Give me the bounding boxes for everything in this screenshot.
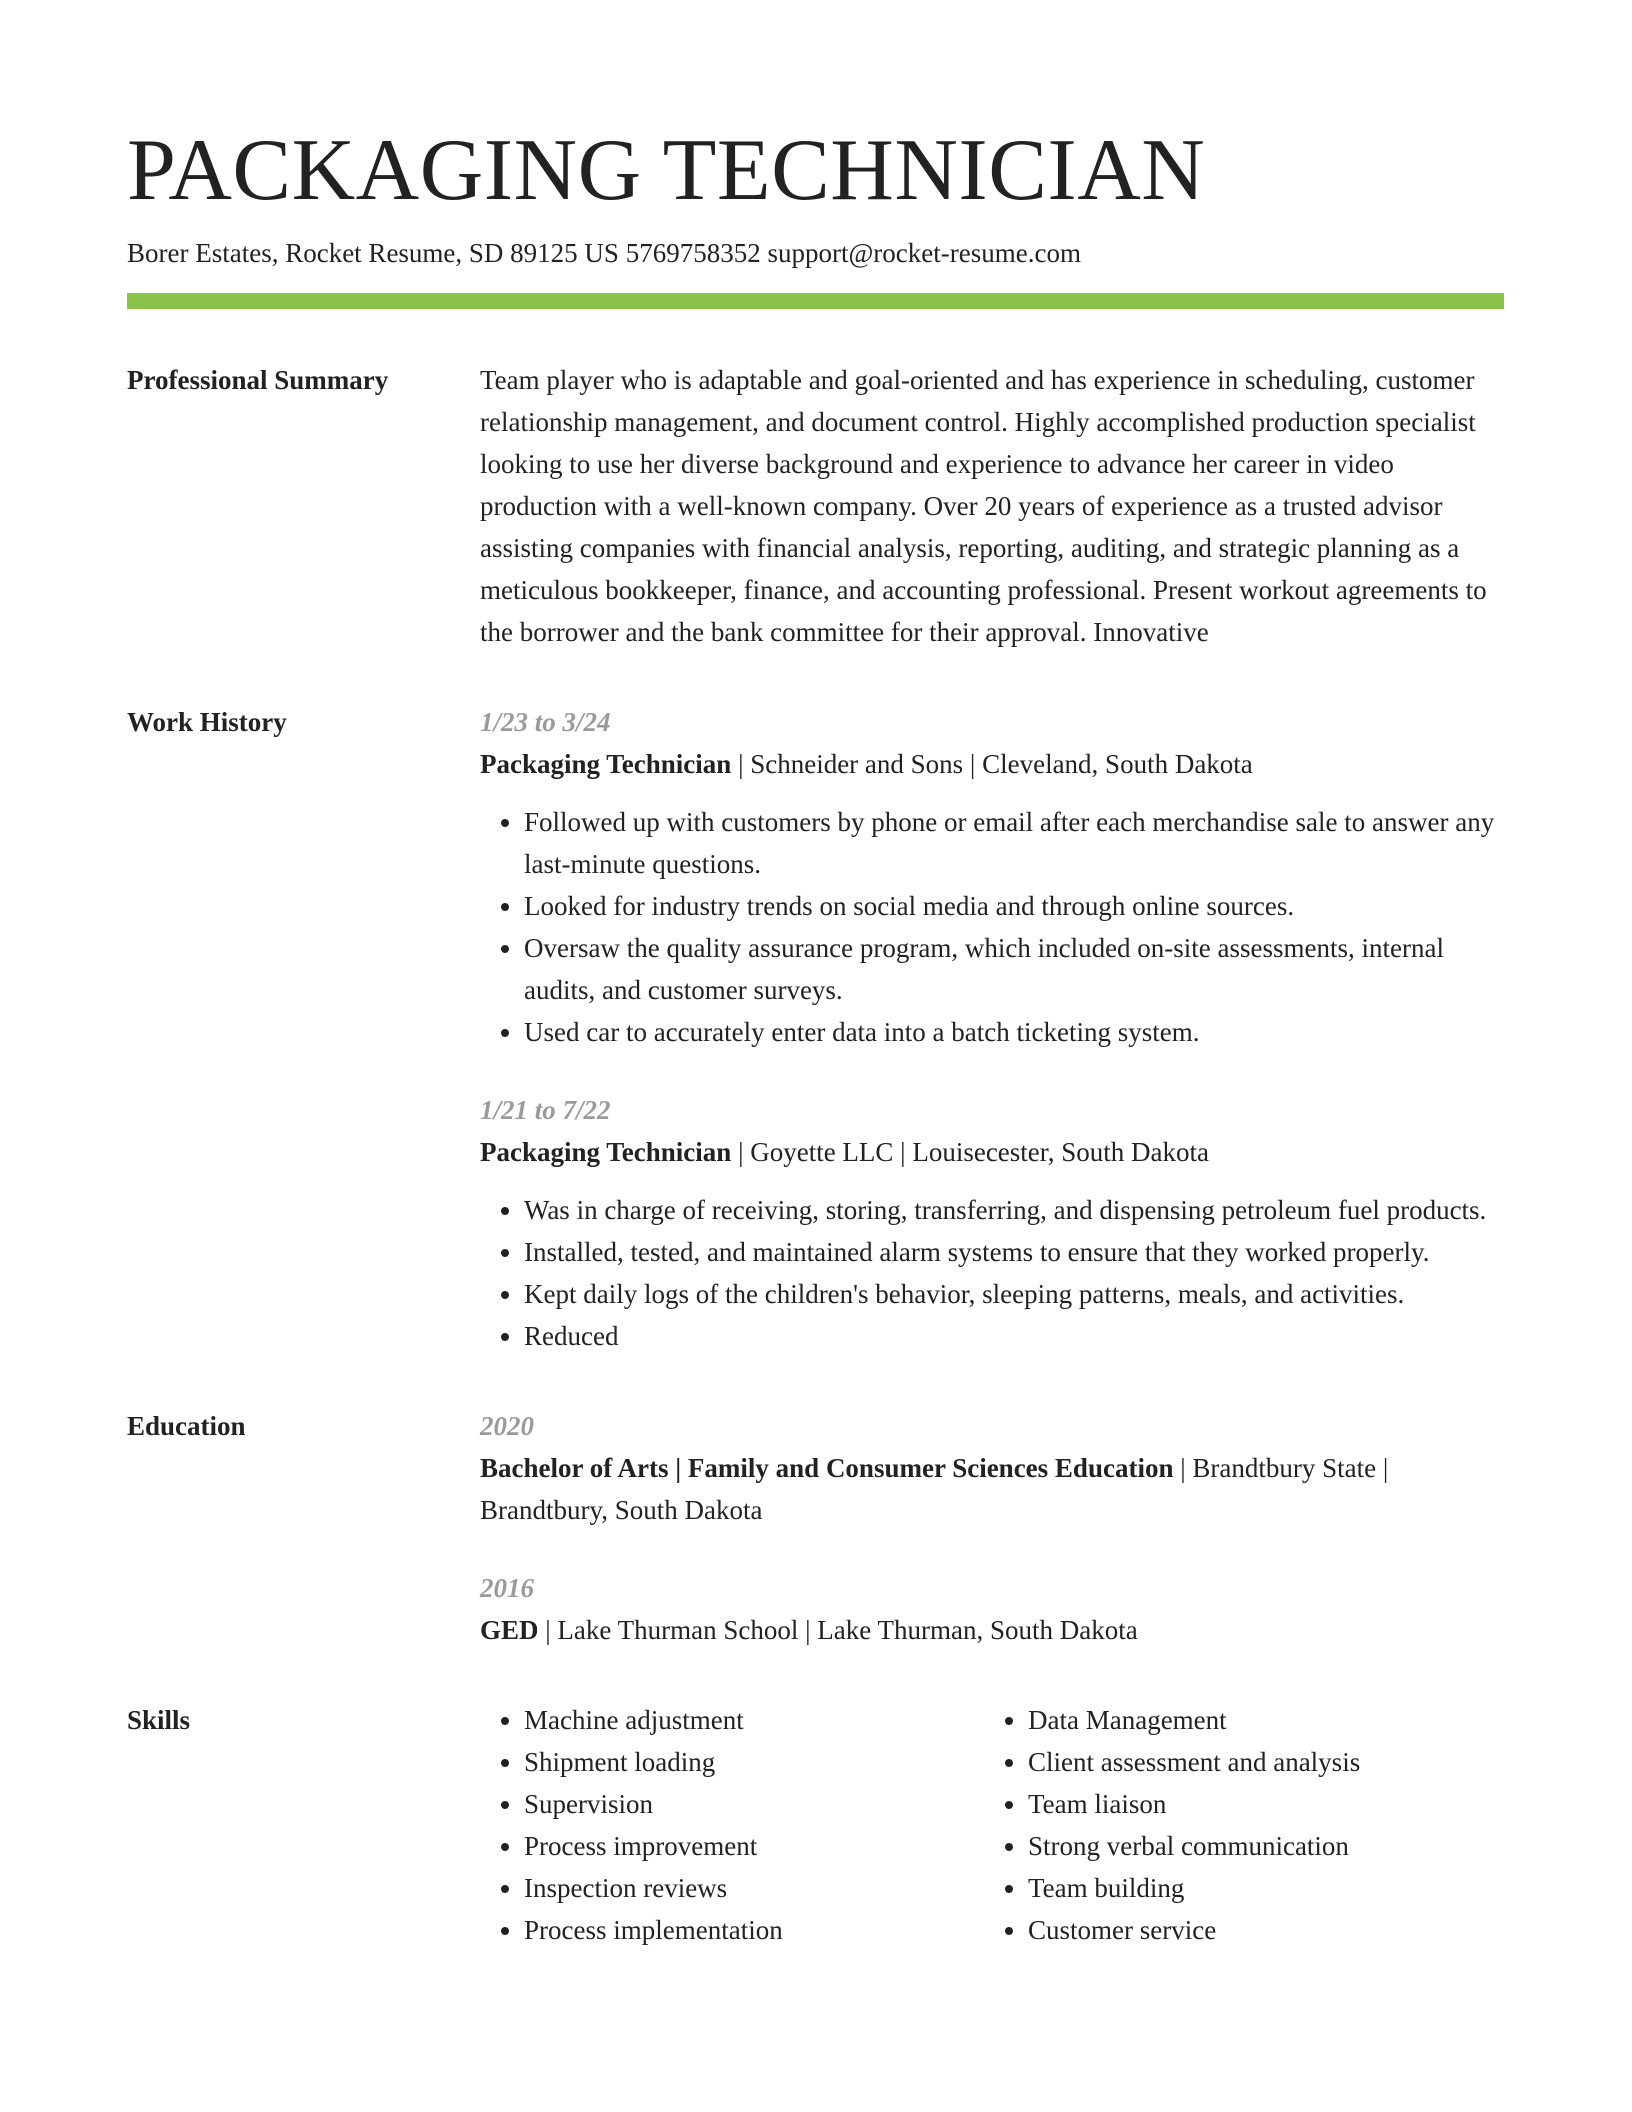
job-bullet: • Reduced: [524, 1315, 1504, 1357]
education-details: | Brandtbury State | Brandtbury, South Dakota: [480, 1453, 1389, 1525]
summary-body: [480, 359, 1504, 653]
education-entry: [480, 1405, 1504, 1531]
skill-item: • Team liaison: [1028, 1783, 1488, 1825]
job-bullet: • Looked for industry trends on social media and through online sources.: [524, 885, 1504, 927]
job-bullets: [480, 1189, 1504, 1357]
job-entry: [480, 1089, 1504, 1357]
skill-item: • Data Management: [1028, 1699, 1488, 1741]
job-title: Packaging Technician: [480, 749, 732, 779]
job-details: | Schneider and Sons | Cleveland, South Dakota: [731, 749, 1253, 779]
skill-item: • Supervision: [524, 1783, 984, 1825]
summary-section: [127, 359, 1504, 653]
job-bullet: • Used car to accurately enter data into a batch ticketing system.: [524, 1011, 1504, 1053]
job-bullets: [480, 801, 1504, 1053]
education-details: | Lake Thurman School | Lake Thurman, South Dakota: [538, 1615, 1138, 1645]
section-label-summary: Professional Summary: [127, 365, 389, 395]
skill-item: • Customer service: [1028, 1909, 1488, 1951]
skill-item: • Machine adjustment: [524, 1699, 984, 1741]
resume-name: PACKAGING TECHNICIAN: [127, 122, 1206, 219]
skills-list-right: [984, 1699, 1488, 1951]
job-role-line: [480, 1131, 1504, 1173]
section-label-skills: Skills: [127, 1705, 191, 1735]
skills-body: [480, 1699, 1504, 1951]
job-bullet: • Installed, tested, and maintained alarm systems to ensure that they worked properly.: [524, 1231, 1504, 1273]
contact-info: Borer Estates, Rocket Resume, SD 89125 US 5769758352 support@rocket-resume.com: [127, 238, 1081, 268]
skill-item: • Process implementation: [524, 1909, 984, 1951]
skill-item: • Process improvement: [524, 1825, 984, 1867]
education-line: [480, 1609, 1504, 1651]
section-label-education: Education: [127, 1411, 246, 1441]
section-label-work: Work History: [127, 707, 287, 737]
job-date: 1/21 to 7/22: [480, 1095, 611, 1125]
job-date: 1/23 to 3/24: [480, 707, 611, 737]
job-bullet: • Followed up with customers by phone or email after each merchandise sale to answer any last-minute questions.: [524, 801, 1504, 885]
education-entry: [480, 1567, 1504, 1651]
education-line: [480, 1447, 1504, 1531]
skill-item: • Inspection reviews: [524, 1867, 984, 1909]
skill-item: • Client assessment and analysis: [1028, 1741, 1488, 1783]
job-bullet: • Was in charge of receiving, storing, transferring, and dispensing petroleum fuel products.: [524, 1189, 1504, 1231]
skill-item: • Team building: [1028, 1867, 1488, 1909]
job-entry: [480, 701, 1504, 1053]
job-details: | Goyette LLC | Louisecester, South Dakota: [731, 1137, 1209, 1167]
education-degree: Bachelor of Arts | Family and Consumer Sciences Education: [480, 1453, 1174, 1483]
skills-section: [127, 1699, 1504, 1951]
education-degree: GED: [480, 1615, 539, 1645]
work-history-section: [127, 701, 1504, 1357]
work-history-body: [480, 701, 1504, 1357]
job-bullet: • Oversaw the quality assurance program, which included on-site assessments, internal audits, and customer surveys.: [524, 927, 1504, 1011]
job-title: Packaging Technician: [480, 1137, 732, 1167]
accent-divider: [127, 293, 1504, 309]
summary-text: Team player who is adaptable and goal-oriented and has experience in scheduling, customer relationship management, and document control. Highly accomplished production specialist looking to use her diverse background and experience to advance her career in video production with a well-known company. Over 20 years of experience as a trusted advisor assisting companies with financial analysis, reporting, auditing, and strategic planning as a meticulous bookkeeper, finance, and accounting professional. Present workout agreements to the borrower and the bank committee for their approval. Innovative: [480, 365, 1487, 647]
job-bullet: • Kept daily logs of the children's behavior, sleeping patterns, meals, and activities.: [524, 1273, 1504, 1315]
education-date: 2016: [480, 1573, 534, 1603]
education-section: [127, 1405, 1504, 1651]
skill-item: • Shipment loading: [524, 1741, 984, 1783]
education-body: [480, 1405, 1504, 1651]
education-date: 2020: [480, 1411, 534, 1441]
skills-list-left: [480, 1699, 984, 1951]
skills-columns: [480, 1699, 1504, 1951]
skill-item: • Strong verbal communication: [1028, 1825, 1488, 1867]
job-role-line: [480, 743, 1504, 785]
resume-page: [127, 118, 1504, 1951]
